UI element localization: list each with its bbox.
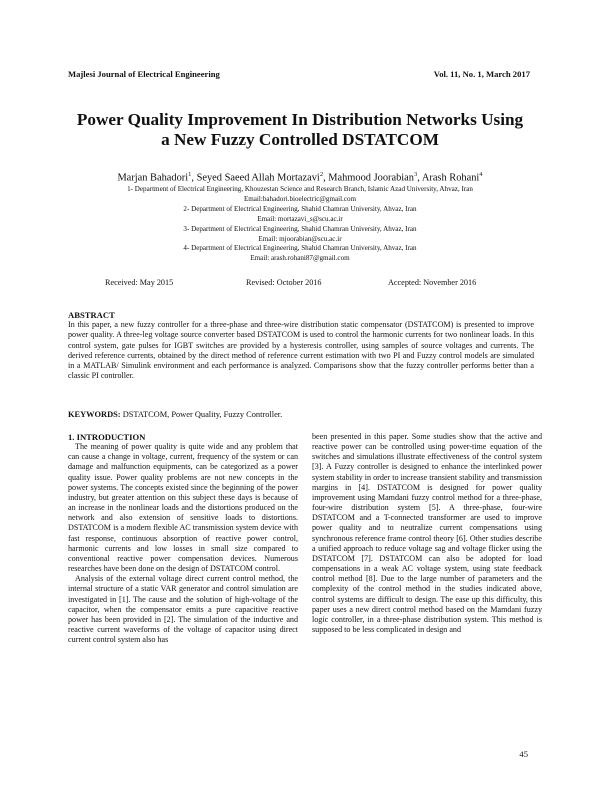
body-paragraph: been presented in this paper. Some studies show that the active and reactive power can be controlled using power-time equation of the switches and simulations illustrate effectiveness of the control system [3]. A Fuzzy controller is designed to enhance the interlinked power system stability in order to increase transient stability and transmission margins in [4]. DSTATCOM is designed for power quality improvement using Mamdani fuzzy control method for a three-phase, four-wire distribution system [5]. A three-phase, four-wire DSTATCOM and a T-connected transformer are used to improve power quality and to neutralize current compensations using synchronous reference frame control theory [6]. Other studies describe a unified approach to reduce voltage sag and voltage flicker using the DSTATCOM [7]. DSTATCOM can also be adopted for load compensations in a weak AC voltage system, using state feedback control method [8]. Due to the large number of parameters and the complexity of the control method in the studies indicated above, control systems are difficult to design. The ease up this difficulty, this paper uses a new direct control method based on the Mamdani fuzzy logic controller, in a three-phase distribution system. This method is supposed to be less complicated in design and xyxy=(312,432,542,634)
keywords-label: KEYWORDS: xyxy=(68,410,121,419)
affiliation-email: Email: arash.rohani87@gmail.com xyxy=(250,254,350,263)
affiliation-line: 1- Department of Electrical Engineering, Khouzestan Science and Research Branch, Islamic Azad University, Ahvaz, Iran xyxy=(127,185,473,193)
affiliations xyxy=(40,185,560,264)
author-affil-mark: 4 xyxy=(479,171,483,178)
title-line-2: a New Fuzzy Controlled DSTATCOM xyxy=(161,130,439,149)
revised-date: Revised: October 2016 xyxy=(246,278,322,287)
section-heading: 1. INTRODUCTION xyxy=(68,432,146,442)
affiliation-email: Email: mjoorabian@scu.ac.ir xyxy=(258,234,342,243)
affiliation-email: Email:bahadori.bioelectric@gmail.com xyxy=(243,194,357,203)
author-affil-mark: 3 xyxy=(413,171,418,178)
keywords xyxy=(68,410,282,419)
abstract-text: In this paper, a new fuzzy controller for a three-phase and three-wire distribution static compensator (DSTATCOM) is presented to improve power quality. A three-leg voltage source converter based DSTATCOM is used to control the harmonic currents for two nonlinear loads. In this control system, gate pulses for IGBT switches are provided by a hysteresis controller, using samples of source voltages and currents. The derived reference currents, obtained by the direct method of reference current estimation with two PI and Fuzzy control models are simulated in a MATLAB/ Simulink environment and each performance is analyzed. Comparisons show that the fuzzy controller performs better than a classic PI controller. xyxy=(68,320,534,381)
keywords-text: DSTATCOM, Power Quality, Fuzzy Controller. xyxy=(120,410,283,419)
paper-title xyxy=(60,110,540,150)
affiliation-line: 4- Department of Electrical Engineering, Shahid Chamran University, Ahvaz, Iran xyxy=(183,244,417,253)
affiliation-email: Email: mortazavi_s@scu.ac.ir xyxy=(257,214,343,223)
author-name: Mahmood Joorabian xyxy=(328,172,414,184)
affiliation-line: 3- Department of Electrical Engineering, Shahid Chamran University, Ahvaz, Iran xyxy=(183,224,417,233)
author-name: Arash Rohani xyxy=(421,172,480,184)
accepted-date: Accepted: November 2016 xyxy=(388,278,477,287)
abstract-heading: ABSTRACT xyxy=(68,310,115,320)
right-column xyxy=(312,432,542,635)
author-name: Marjan Bahadori xyxy=(117,172,189,184)
received-date: Received: May 2015 xyxy=(105,278,174,287)
author-affil-mark: 1 xyxy=(188,171,192,178)
title-line-1: Power Quality Improvement In Distribution Networks Using xyxy=(76,110,524,129)
page-number: 45 xyxy=(519,749,528,759)
left-column xyxy=(68,432,298,645)
affiliation-line: 2- Department of Electrical Engineering, Shahid Chamran University, Ahvaz, Iran xyxy=(183,204,417,213)
body-paragraph: Analysis of the external voltage direct current control method, the internal structure of a static VAR generator and control simulation are investigated in [1]. The cause and the solution of high-voltage of the capacitor, when the compensator emits a pure capacitive reactive power has been provided in [2]. The simulation of the inductive and reactive current waveforms of the voltage of capacitor using direct current control system also has xyxy=(68,574,298,645)
journal-name: Majlesi Journal of Electrical Engineering xyxy=(68,69,220,79)
author-list: Marjan Bahadori$^1$, Seyed Saeed Allah Mortazavi$^2$, Mahmood Joorabian$^3$, Arash Rohani$^4$ xyxy=(117,171,483,184)
author-name: Seyed Saeed Allah Mortazavi xyxy=(196,172,320,184)
body-paragraph: The meaning of power quality is quite wide and any problem that can cause a change in voltage, current, frequency of the system or can damage and malfunction equipments, can be categorized as a power quality issue. Power quality problems are not new concepts in the power systems. The concepts existed since the beginning of the power industry, but greater attention on this subject these days is because of an increase in the nonlinear loads and the distortions produced on the network and also extension of sensitive loads to distortions. DSTATCOM is a modern flexible AC transmission system device with fast response, continuous absorption of reactive power control, harmonic currents and low losses in small size compared to conventional reactive power compensation devices. Numerous researches have been done on the design of DSTATCOM control. xyxy=(68,442,298,574)
issue-info: Vol. 11, No. 1, March 2017 xyxy=(433,69,530,79)
author-affil-mark: 2 xyxy=(319,171,324,178)
